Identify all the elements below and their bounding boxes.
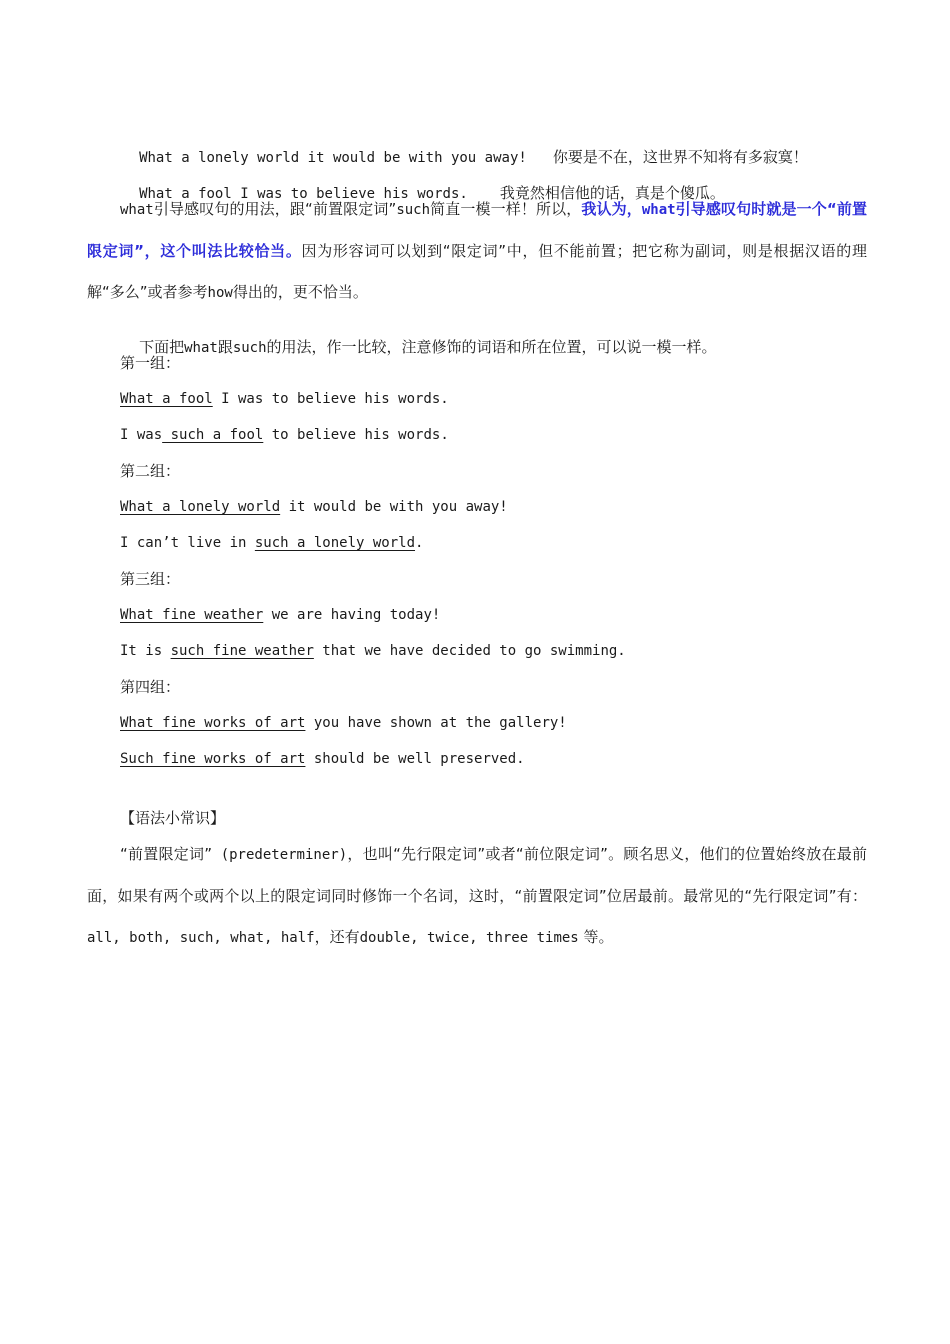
underlined-phrase: What a fool	[120, 391, 213, 407]
text: 简直一模一样！所以，	[430, 200, 582, 218]
underlined-phrase: such fine weather	[170, 643, 314, 659]
highlight-text: 引导感叹句时就是一个“前置限定词”，这个叫法比较恰当。	[87, 200, 867, 260]
group-example-a	[120, 389, 449, 409]
tips-paragraph	[87, 834, 867, 959]
example-line-1	[120, 127, 808, 166]
text: I can’t live in	[120, 535, 255, 551]
text: we are having today!	[263, 607, 441, 623]
term-what: what	[120, 202, 154, 218]
group-label: 第一组：	[120, 354, 181, 372]
term-list: double, twice, three times	[359, 930, 579, 946]
example-chinese: 我竟然相信他的话，真是个傻瓜。	[499, 184, 725, 202]
group-label: 第三组：	[120, 570, 181, 588]
group-label: 第二组：	[120, 462, 181, 480]
text: that we have decided to go swimming.	[313, 643, 626, 659]
example-english: What a lonely world it would be with you away!	[139, 150, 527, 166]
text: ，也叫“先行限定词”或者“前位限定词”。顾名思义，他们的位置始终放在最前面，如果有两个或两个以上的限定词同时修饰一个名词，这时，“前置限定词”位居最前。最常见的“先行限定词”有：	[87, 845, 868, 905]
underlined-phrase: What a lonely world	[120, 499, 281, 515]
term-what: what	[184, 340, 218, 356]
text: 下面把	[139, 338, 185, 356]
text: it would be with you away!	[280, 499, 508, 515]
text: I was to believe his words.	[212, 391, 449, 407]
group-example-b	[120, 749, 525, 769]
term-predeterminer: (predeterminer)	[212, 847, 348, 863]
term-such: such	[232, 340, 267, 356]
text: I was	[120, 427, 163, 443]
term-such: such	[396, 202, 431, 218]
highlight-text: 我认为，	[581, 200, 642, 218]
group-example-b	[120, 425, 449, 445]
text: ，还有	[314, 928, 360, 946]
term-how: how	[207, 285, 233, 301]
text: should be well preserved.	[305, 751, 525, 767]
text: .	[415, 535, 424, 551]
underlined-phrase: What fine works of art	[120, 715, 306, 731]
text: you have shown at the gallery!	[305, 715, 567, 731]
group-example-b	[120, 641, 626, 661]
group-example-a	[120, 497, 508, 517]
section-heading: 【语法小常识】	[120, 809, 226, 827]
text: It is	[120, 643, 171, 659]
term-list: all, both, such, what, half	[87, 930, 315, 946]
group-example-b	[120, 533, 423, 553]
text: 跟	[217, 338, 233, 356]
underlined-phrase: such a lonely world	[254, 535, 416, 551]
explanation-paragraph	[87, 189, 867, 314]
text: “前置限定词”	[120, 845, 213, 863]
underlined-phrase: such a fool	[162, 427, 264, 443]
example-chinese: 你要是不在，这世界不知将有多寂寞！	[552, 148, 808, 166]
comparison-intro	[120, 317, 717, 356]
underlined-phrase: What fine weather	[120, 607, 264, 623]
group-example-a	[120, 713, 567, 733]
text: 等。	[578, 928, 614, 946]
underlined-phrase: Such fine works of art	[120, 751, 306, 767]
text: 的用法，作一比较，注意修饰的词语和所在位置，可以说一模一样。	[266, 338, 717, 356]
text: 因为形容词可以划到“限定词”中，但不能前置；把它称为副词，则是根据汉语的理解“多么”或者参考	[87, 242, 867, 301]
example-line-2	[120, 163, 725, 202]
highlight-term: what	[641, 202, 676, 218]
group-example-a	[120, 605, 440, 625]
text: 引导感叹句的用法，跟“前置限定词”	[153, 200, 397, 218]
text: 得出的，更不恰当。	[232, 283, 368, 301]
text: to believe his words.	[263, 427, 449, 443]
example-english: What a fool I was to believe his words.	[139, 186, 468, 202]
group-label: 第四组：	[120, 678, 181, 696]
